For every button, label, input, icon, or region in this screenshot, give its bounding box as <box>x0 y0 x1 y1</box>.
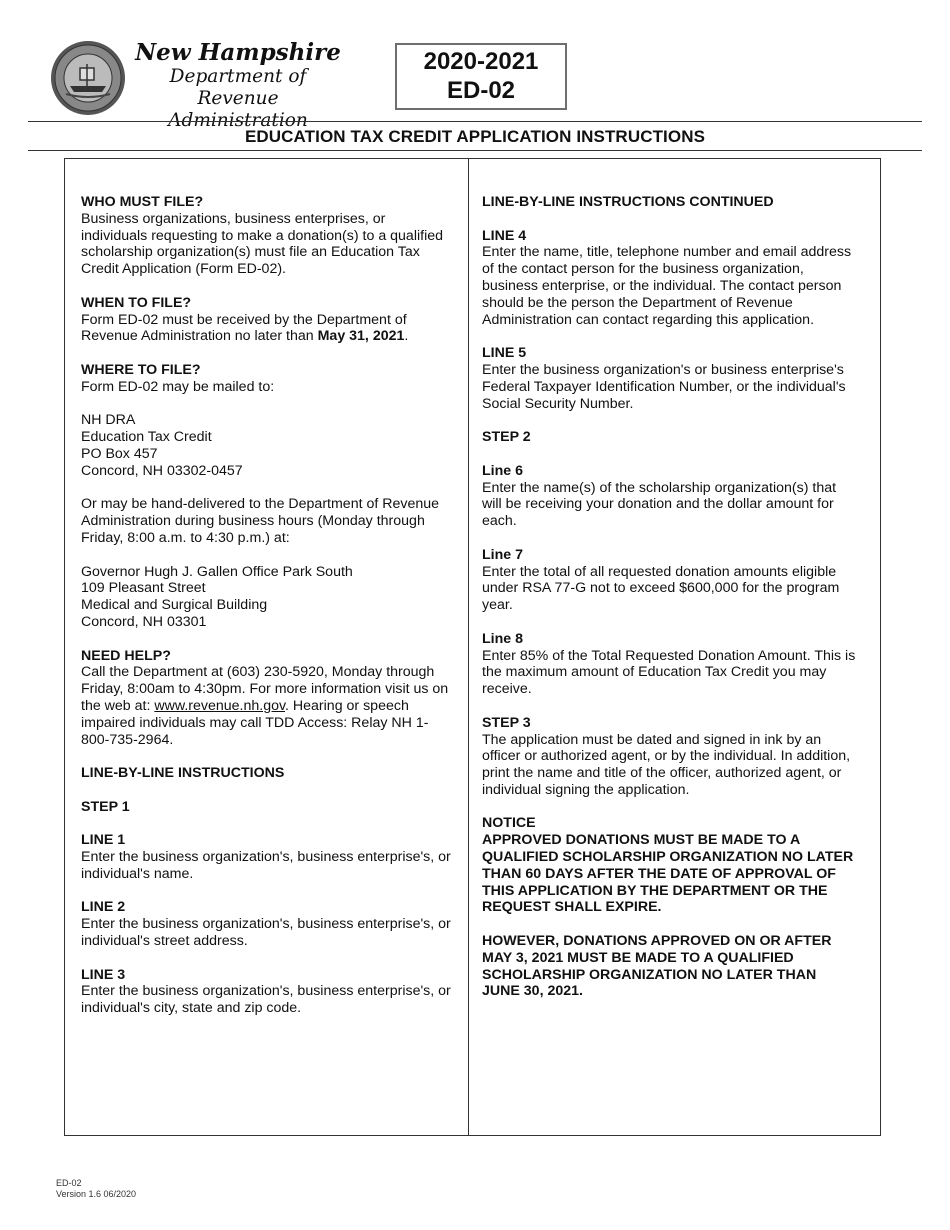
when-text: Form ED-02 must be received by the Department of Revenue Administration no later than May 31, 2021. <box>81 311 409 345</box>
form-number: ED-02 <box>446 77 516 104</box>
line6-text: Enter the name(s) of the scholarship organization(s) that will be receiving your donation and the dollar amount for each. <box>482 479 837 530</box>
header-rule-bottom <box>28 150 922 151</box>
line5-text: Enter the business organization's or business enterprise's Federal Taxpayer Identification Number, or the individual's Social Security Number. <box>482 361 846 412</box>
office-address: Governor Hugh J. Gallen Office Park South 109 Pleasant Street Medical and Surgical Building Concord, NH 03301 <box>81 563 353 630</box>
footer-version: Version 1.6 06/2020 <box>56 1189 137 1199</box>
line6-heading: Line 6 <box>482 462 523 479</box>
agency-name <box>128 40 348 132</box>
line-by-line-heading: LINE-BY-LINE INSTRUCTIONS <box>81 765 285 782</box>
mail-address: NH DRA Education Tax Credit PO Box 457 Concord, NH 03302-0457 <box>81 412 243 479</box>
notice-text-1: APPROVED DONATIONS MUST BE MADE TO A QUALIFIED SCHOLARSHIP ORGANIZATION NO LATER THAN 60 DAYS AFTER THE DATE OF APPROVAL OF THIS APPLICATION BY THE DEPARTMENT OR THE REQUEST SHALL EXPIRE. <box>482 832 854 916</box>
form-year: 2020-2021 <box>423 48 539 75</box>
who-heading: WHO MUST FILE? <box>81 194 204 210</box>
where-heading: WHERE TO FILE? <box>81 361 201 378</box>
line1-text: Enter the business organization's, business enterprise's, or individual's name. <box>81 849 451 882</box>
step1-heading: STEP 1 <box>81 798 130 815</box>
line3-heading: LINE 3 <box>81 966 126 983</box>
line5-heading: LINE 5 <box>482 345 527 362</box>
footer-form: ED-02 <box>56 1178 82 1188</box>
line3-text: Enter the business organization's, business enterprise's, or individual's city, state and zip code. <box>81 983 451 1017</box>
footer <box>56 1178 136 1200</box>
who-text: Business organizations, business enterprises, or individuals requesting to make a donation(s) to a qualified scholarship organization(s) must file an Education Tax Credit Application (Form ED-02). <box>81 210 444 278</box>
line7-text: Enter the total of all requested donation amounts eligible under RSA 77-G not to exceed $600,000 for the program year. <box>482 563 840 614</box>
where-text: Form ED-02 may be mailed to: <box>81 378 275 395</box>
continued-heading: LINE-BY-LINE INSTRUCTIONS CONTINUED <box>482 194 774 210</box>
revenue-website-link[interactable]: www.revenue.nh.gov <box>154 697 286 714</box>
hand-delivery-text: Or may be hand-delivered to the Department of Revenue Administration during business hours (Monday through Friday, 8:00 a.m. to 4:30 p.m.) at: <box>81 496 440 546</box>
line2-heading: LINE 2 <box>81 899 126 916</box>
line4-text: Enter the name, title, telephone number and email address of the contact person for the business organization, business enterprise, or the individual. The contact person should be the person the Department of Revenue Administration can contact regarding this application. <box>482 244 852 328</box>
step3-text: The application must be dated and signed in ink by an officer or authorized agent, or by the individual. In addition, print the name and title of the officer, authorized agent, or individual signing the application. <box>482 731 851 798</box>
right-column <box>482 194 857 1000</box>
step2-heading: STEP 2 <box>482 429 531 446</box>
page-title: EDUCATION TAX CREDIT APPLICATION INSTRUCTIONS <box>244 127 706 146</box>
when-date: May 31, 2021 <box>317 328 405 345</box>
line4-heading: LINE 4 <box>482 227 527 244</box>
agency-state: New Hampshire <box>135 39 341 66</box>
step3-heading: STEP 3 <box>482 714 531 731</box>
line7-heading: Line 7 <box>482 546 523 563</box>
notice-text-2: HOWEVER, DONATIONS APPROVED ON OR AFTER MAY 3, 2021 MUST BE MADE TO A QUALIFIED SCHOLARSHIP ORGANIZATION NO LATER THAN JUNE 30, 2021. <box>482 933 832 1000</box>
help-text: Call the Department at (603) 230-5920, Monday through Friday, 8:00am to 4:30pm. For more information visit us on the web at: www.revenue.nh.gov. Hearing or speech impaired individuals may call TDD Access: Relay NH 1-800-735-2964. <box>81 664 449 748</box>
notice-heading: NOTICE <box>482 815 536 832</box>
help-heading: NEED HELP? <box>81 647 171 664</box>
state-seal-icon <box>50 40 126 116</box>
line8-heading: Line 8 <box>482 630 523 647</box>
header-rule-top <box>28 121 922 122</box>
agency-dept: Department of <box>169 66 307 87</box>
left-column <box>81 194 455 1017</box>
agency-division: Revenue Administration <box>168 88 308 131</box>
line2-text: Enter the business organization's, business enterprise's, or individual's street address. <box>81 916 451 950</box>
form-id-box <box>395 43 567 110</box>
line1-heading: LINE 1 <box>81 832 126 849</box>
column-divider <box>468 158 469 1136</box>
when-heading: WHEN TO FILE? <box>81 294 192 311</box>
line8-text: Enter 85% of the Total Requested Donation Amount. This is the maximum amount of Education Tax Credit you may receive. <box>482 647 856 698</box>
